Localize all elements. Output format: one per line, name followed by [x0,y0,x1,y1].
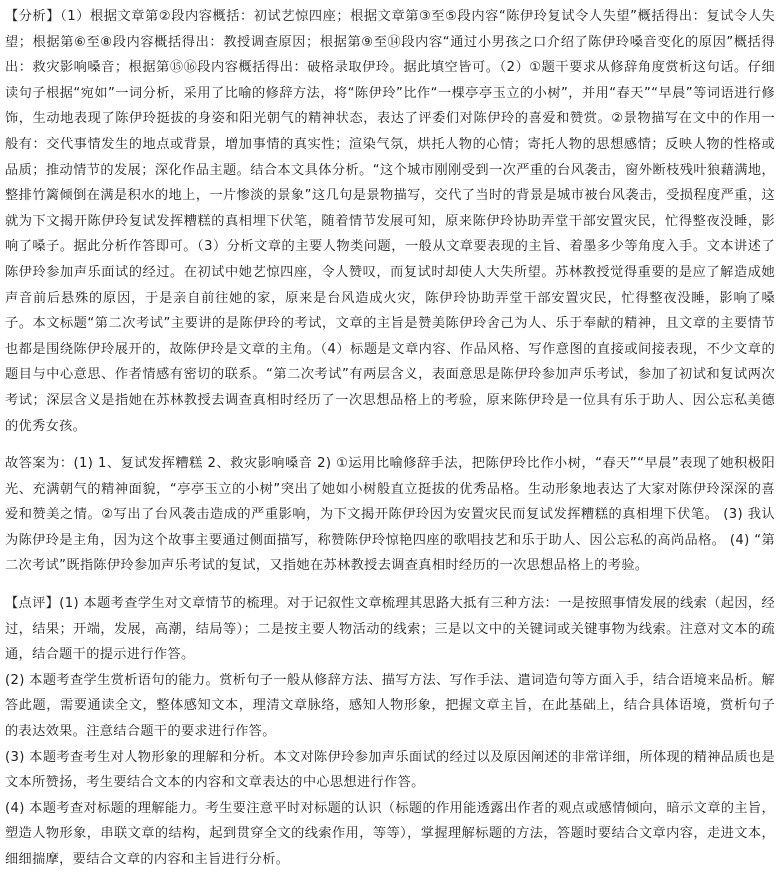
comment-item-3: (3) 本题考查考生对人物形象的理解和分析。本文对陈伊玲参加声乐面试的经过以及原因阐述的非常详细，所体现的精神品质也是文本所赞扬，考生要结合文本的内容和文章表达的中心思想进行作答。 [5,749,775,791]
answer-paragraph: 故答案为：(1) 1、复试发挥糟糕 2、救灾影响嗓音 2) ①运用比喻修辞手法，把陈伊玲比作小树，“春天”“早晨”表现了她积极阳光、充满朝气的精神面貌，“亭亭玉立的小树”突出了她如小树般直立挺拔的优秀品格。生动形象地表达了大家对陈伊玲深深的喜爱和赞美之情。②写出了台风袭击造成的严重影响，为下文揭开陈伊玲因为安置灾民而复试发挥糟糕的真相埋下伏笔。 (3) 我认为陈伊玲是主角，因为这个故事主要通过侧面描写，称赞陈伊玲惊艳四座的歌唱技艺和乐于助人、因公忘私的高尚品格。 (4) “第二次考试”既指陈伊玲参加声乐考试的复试，又指她在苏林教授去调查真相时经历的一次思想品格上的考验。 [5,456,775,574]
comment-section [5,591,775,873]
comment-item-1: 【点评】(1) 本题考查学生对文章情节的梳理。对于记叙性文章梳理其思路大抵有三种方法：一是按照事情发展的线索（起因，经过，结果；开端，发展，高潮，结局等）；二是按主要人物活动的线索；三是以文中的关键词或关键事物为线索。注意对文本的疏通，结合题干的提示进行作答。 [5,596,775,663]
comment-item-4: (4) 本题考查对标题的理解能力。考生要注意平时对标题的认识（标题的作用能透露出作者的观点或感情倾向，暗示文章的主旨，塑造人物形象，串联文章的结构，起到贯穿全文的线索作用，等等），掌握理解标题的方法，答题时要结合文章内容，走进文本，细细揣摩，要结合文章的内容和主旨进行分析。 [5,800,775,867]
comment-item-2: (2) 本题考查学生赏析语句的能力。赏析句子一般从修辞方法、描写方法、写作手法、遣词造句等方面入手，结合语境来品析。解答此题，需要通读全文，整体感知文本，理清文章脉络，感知人物形象，把握文章主旨，在此基础上，结合具体语境，赏析句子的表达效果。注意结合题干的要求进行作答。 [5,672,775,740]
analysis-paragraph: 【分析】（1）根据文章第②段内容概括：初试艺惊四座；根据文章第③至⑤段内容“陈伊玲复试令人失望”概括得出：复试令人失望；根据第⑥至⑧段内容概括得出：教授调查原因；根据第⑨至⑭段内容“通过小男孩之口介绍了陈伊玲嗓音变化的原因”概括得出：救灾影响嗓音；根据第⑮⑯段内容概括得出：破格录取伊玲。据此填空皆可。（2）①题干要求从修辞角度赏析这句话。仔细读句子根据“宛如”一词分析，采用了比喻的修辞方法，将“陈伊玲”比作“一棵亭亭玉立的小树”，并用“春天”“早晨”等词语进行修饰，生动地表现了陈伊玲挺拔的身姿和阳光朝气的精神状态，表达了评委们对陈伊玲的喜爱和赞赏。②景物描写在文中的作用一般有：交代事情发生的地点或背景，增加事情的真实性；渲染气氛，烘托人物的心情；寄托人物的思想感情；反映人物的性格或品质；推动情节的发展；深化作品主题。结合本文具体分析。“这个城市刚刚受到一次严重的台风袭击，窗外断枝残叶狼藉满地，整排竹篱倾倒在满是积水的地上，一片惨淡的景象”这几句是景物描写，交代了当时的背景是城市被台风袭击，受损程度严重，这就为下文揭开陈伊玲复试发挥糟糕的真相埋下伏笔，随着情节发展可知，原来陈伊玲协助弄堂干部安置灾民，忙得整夜没睡，影响了嗓子。据此分析作答即可。（3）分析文章的主要人物类问题，一般从文章要表现的主旨、着墨多少等角度入手。文本讲述了陈伊玲参加声乐面试的经过。在初试中她艺惊四座，令人赞叹，而复试时却使人大失所望。苏林教授觉得重要的是应了解造成她声音前后悬殊的原因，于是亲自前往她的家，原来是台风造成火灾，陈伊玲协助弄堂干部安置灾民，忙得整夜没睡，影响了嗓子。本文标题“第二次考试”主要讲的是陈伊玲的考试，文章的主旨是赞美陈伊玲舍己为人、乐于奉献的精神，且文章的主要情节也都是围绕陈伊玲展开的，故陈伊玲是文章的主角。（4）标题是文章内容、作品风格、写作意图的直接或间接表现，不少文章的题目与中心意思、作者情感有密切的联系。“第二次考试”有两层含义，表面意思是陈伊玲参加声乐考试，参加了初试和复试两次考试；深层含义是指她在苏林教授去调查真相时经历了一次思想品格上的考验，原来陈伊玲是一位具有乐于助人、因公忘私美德的优秀女孩。 [5,9,775,434]
